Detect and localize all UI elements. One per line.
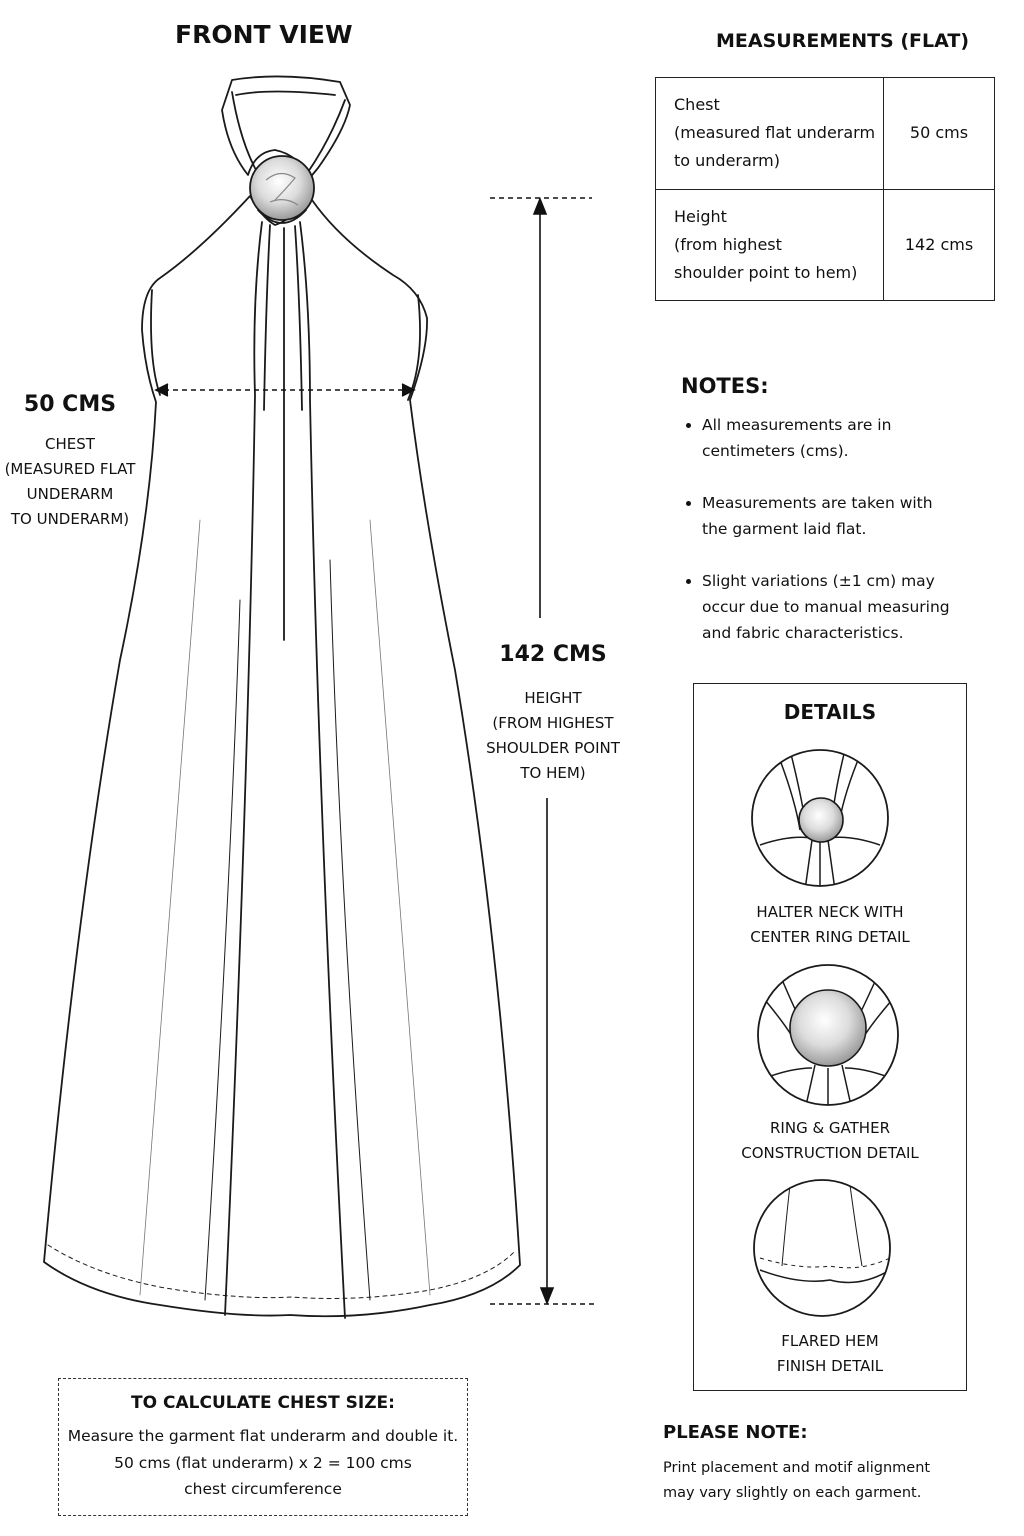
height-dimension-description xyxy=(478,686,628,786)
detail-label-line: CENTER RING DETAIL xyxy=(750,928,910,946)
calc-line: Measure the garment flat underarm and double it. xyxy=(67,1427,459,1445)
chest-dimension-value: 50 CMS xyxy=(23,392,117,417)
measurements-title: MEASUREMENTS (FLAT) xyxy=(716,30,970,52)
chest-label-line: to underarm) xyxy=(674,151,780,171)
details-title: DETAILS xyxy=(783,700,877,724)
chest-desc-line: CHEST xyxy=(45,435,95,453)
height-desc-line: TO HEM) xyxy=(520,764,586,782)
detail-label-line: HALTER NECK WITH xyxy=(756,903,904,921)
chest-value-cell: 50 cms xyxy=(884,78,995,190)
height-desc-line: SHOULDER POINT xyxy=(486,739,620,757)
note-line: Measurements are taken with xyxy=(702,494,933,512)
chest-desc-line: UNDERARM xyxy=(26,485,114,503)
detail-label-line: FINISH DETAIL xyxy=(776,1357,884,1375)
height-desc-line: HEIGHT xyxy=(524,689,582,707)
note-line: and fabric characteristics. xyxy=(702,624,904,642)
height-label-line: shoulder point to hem) xyxy=(674,262,858,282)
height-dimension-value: 142 CMS xyxy=(499,642,607,667)
height-value-cell: 142 cms xyxy=(884,189,995,301)
center-ring xyxy=(250,156,314,220)
front-view-title: FRONT VIEW xyxy=(175,20,353,49)
front-drape-panel xyxy=(225,222,262,1315)
please-note-text xyxy=(663,1456,963,1506)
chest-calculation-title: TO CALCULATE CHEST SIZE: xyxy=(131,1393,395,1413)
detail-label-line: CONSTRUCTION DETAIL xyxy=(741,1144,919,1162)
halter-ring-detail-label xyxy=(693,900,967,950)
height-desc-line: (FROM HIGHEST xyxy=(492,714,614,732)
chest-desc-line: (MEASURED FLAT xyxy=(4,460,136,478)
please-note-line: may vary slightly on each garment. xyxy=(663,1485,922,1501)
chest-label-line: Chest xyxy=(674,95,720,115)
detail-label-line: FLARED HEM xyxy=(781,1332,879,1350)
details-panel xyxy=(693,683,967,1391)
notes-title: NOTES: xyxy=(681,374,769,398)
please-note-line: Print placement and motif alignment xyxy=(663,1460,931,1476)
list-item xyxy=(702,490,982,542)
list-item xyxy=(702,412,982,464)
chest-dimension-description xyxy=(0,432,140,532)
note-line: occur due to manual measuring xyxy=(702,598,950,616)
dress-outline xyxy=(44,196,520,1316)
list-item xyxy=(702,568,982,646)
flared-hem-detail-label xyxy=(693,1329,967,1379)
calc-line: 50 cms (flat underarm) x 2 = 100 cms xyxy=(114,1454,412,1472)
note-line: the garment laid flat. xyxy=(702,520,867,538)
height-label-line: Height xyxy=(674,206,727,226)
notes-list xyxy=(680,412,982,672)
height-label-line: (from highest xyxy=(674,234,782,254)
chest-label-line: (measured flat underarm xyxy=(674,123,876,143)
note-line: All measurements are in xyxy=(702,416,892,434)
calc-line: chest circumference xyxy=(184,1480,342,1498)
please-note-title: PLEASE NOTE: xyxy=(663,1422,808,1443)
chest-desc-line: TO UNDERARM) xyxy=(10,510,130,528)
detail-label-line: RING & GATHER xyxy=(770,1119,890,1137)
chest-dimension-line xyxy=(156,384,414,396)
note-line: Slight variations (±1 cm) may xyxy=(702,572,935,590)
ring-gather-detail-label xyxy=(693,1116,967,1166)
note-line: centimeters (cms). xyxy=(702,442,849,460)
